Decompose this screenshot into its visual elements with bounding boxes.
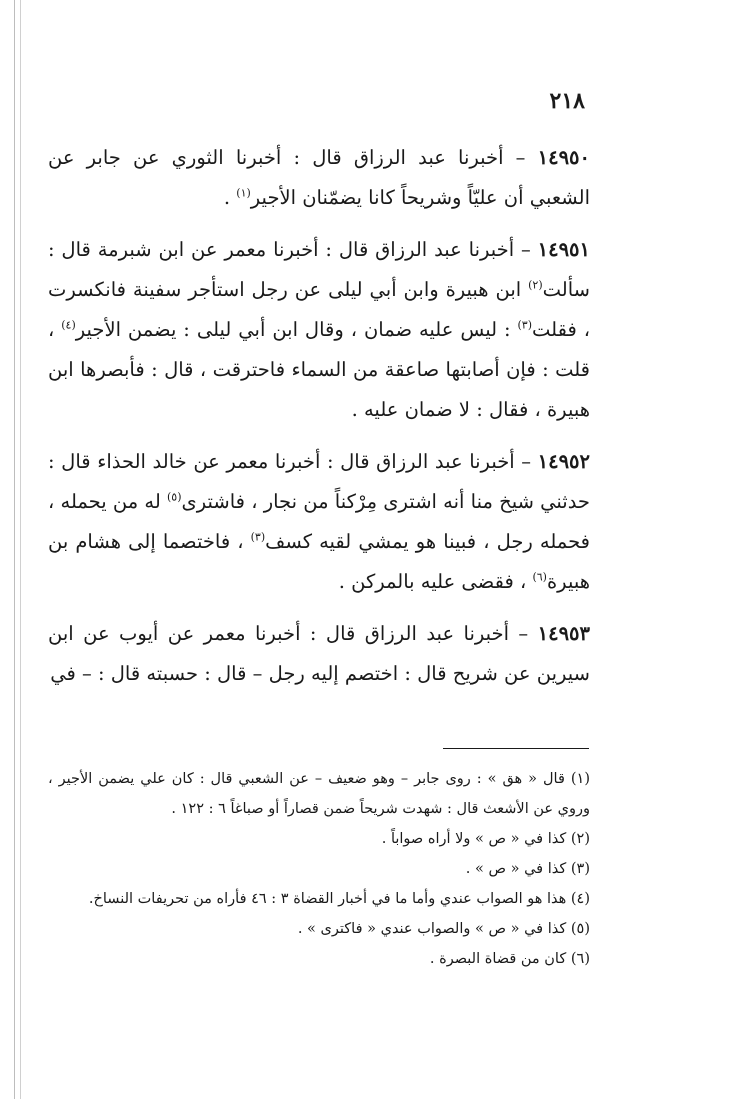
footnote: (٣) كذا في « ص » . (465, 861, 590, 877)
footnote: (١) قال « هق » : روى جابر – وهو ضعيف – عن الشعبي قال : كان علي يضمن الأجير ، وروي عن الأشعث قال : شهدت شريحاً ضمن قصاراً أو صباغاً ٦ : ١٢٢ . (48, 771, 590, 817)
footnote-marker: (١) (236, 186, 251, 200)
hadith-text: ، فقضى عليه بالمركن . (338, 570, 533, 593)
hadith-paragraph (48, 138, 590, 218)
hadith-number: ١٤٩٥٢ (537, 450, 590, 473)
footnote-marker: (٢) (528, 278, 543, 292)
footnote-marker: (٥) (166, 490, 182, 504)
footnote: (٤) هذا هو الصواب عندي وأما ما في أخبار القضاة ٣ : ٤٦ فأراه من تحريفات النساخ. (88, 891, 590, 907)
hadith-number: ١٤٩٥١ (537, 238, 590, 261)
hadith-paragraph (48, 614, 590, 694)
hadith-number: ١٤٩٥٠ (537, 146, 590, 169)
footnote-marker: (٤) (61, 318, 76, 332)
hadith-text: – أخبرنا عبد الرزاق قال : أخبرنا معمر عن أيوب عن ابن سيرين عن شريح قال : اختصم إليه رجل – قال : حسبته قال : – في (48, 622, 590, 685)
hadith-text: . (223, 186, 237, 209)
page-edge-line (20, 0, 21, 1099)
footnote-marker: (٦) (532, 570, 547, 584)
main-text (48, 138, 590, 706)
hadith-paragraph (48, 230, 590, 430)
hadith-text: ، فاختصما إلى هشام بن هبيرة (48, 530, 590, 593)
hadith-text: – أخبرنا عبد الرزاق قال : أخبرنا الثوري عن جابر عن الشعبي أن عليّاً وشريحاً كانا يضمّنان الأجير (48, 146, 590, 209)
page-number: ٢١٨ (549, 88, 585, 114)
hadith-text: له من يحمله ، فحمله رجل ، فبينا هو يمشي لقيه كسف (48, 490, 590, 553)
footnote-marker: (٣) (250, 530, 266, 544)
footnote: (٦) كان من قضاة البصرة . (429, 951, 590, 967)
hadith-text: – أخبرنا عبد الرزاق قال : أخبرنا معمر عن ابن شبرمة قال : سألت (48, 238, 590, 301)
page-edge-line (14, 0, 15, 1099)
hadith-text: ابن هبيرة وابن أبي ليلى عن رجل استأجر سفينة فانكسرت ، فقلت (48, 278, 591, 341)
hadith-text: – أخبرنا عبد الرزاق قال : أخبرنا معمر عن خالد الحذاء قال : حدثني شيخ منا أنه اشترى مِرْكناً من نجار ، فاشترى (48, 450, 590, 513)
footnote: (٥) كذا في « ص » والصواب عندي « فاكترى » . (297, 921, 590, 937)
hadith-text: ، قلت : فإن أصابتها صاعقة من السماء فاحترقت ، قال : فأبصرها ابن هبيرة ، فقال : لا ضمان عليه . (48, 318, 590, 421)
footnotes (48, 764, 590, 974)
hadith-text: : ليس عليه ضمان ، وقال ابن أبي ليلى : يضمن الأجير (75, 318, 518, 341)
footnote-marker: (٣) (517, 318, 532, 332)
footnote: (٢) كذا في « ص » ولا أراه صواباً . (381, 831, 590, 847)
hadith-number: ١٤٩٥٣ (537, 622, 590, 645)
hadith-paragraph (48, 442, 590, 602)
footnote-separator (443, 748, 589, 749)
